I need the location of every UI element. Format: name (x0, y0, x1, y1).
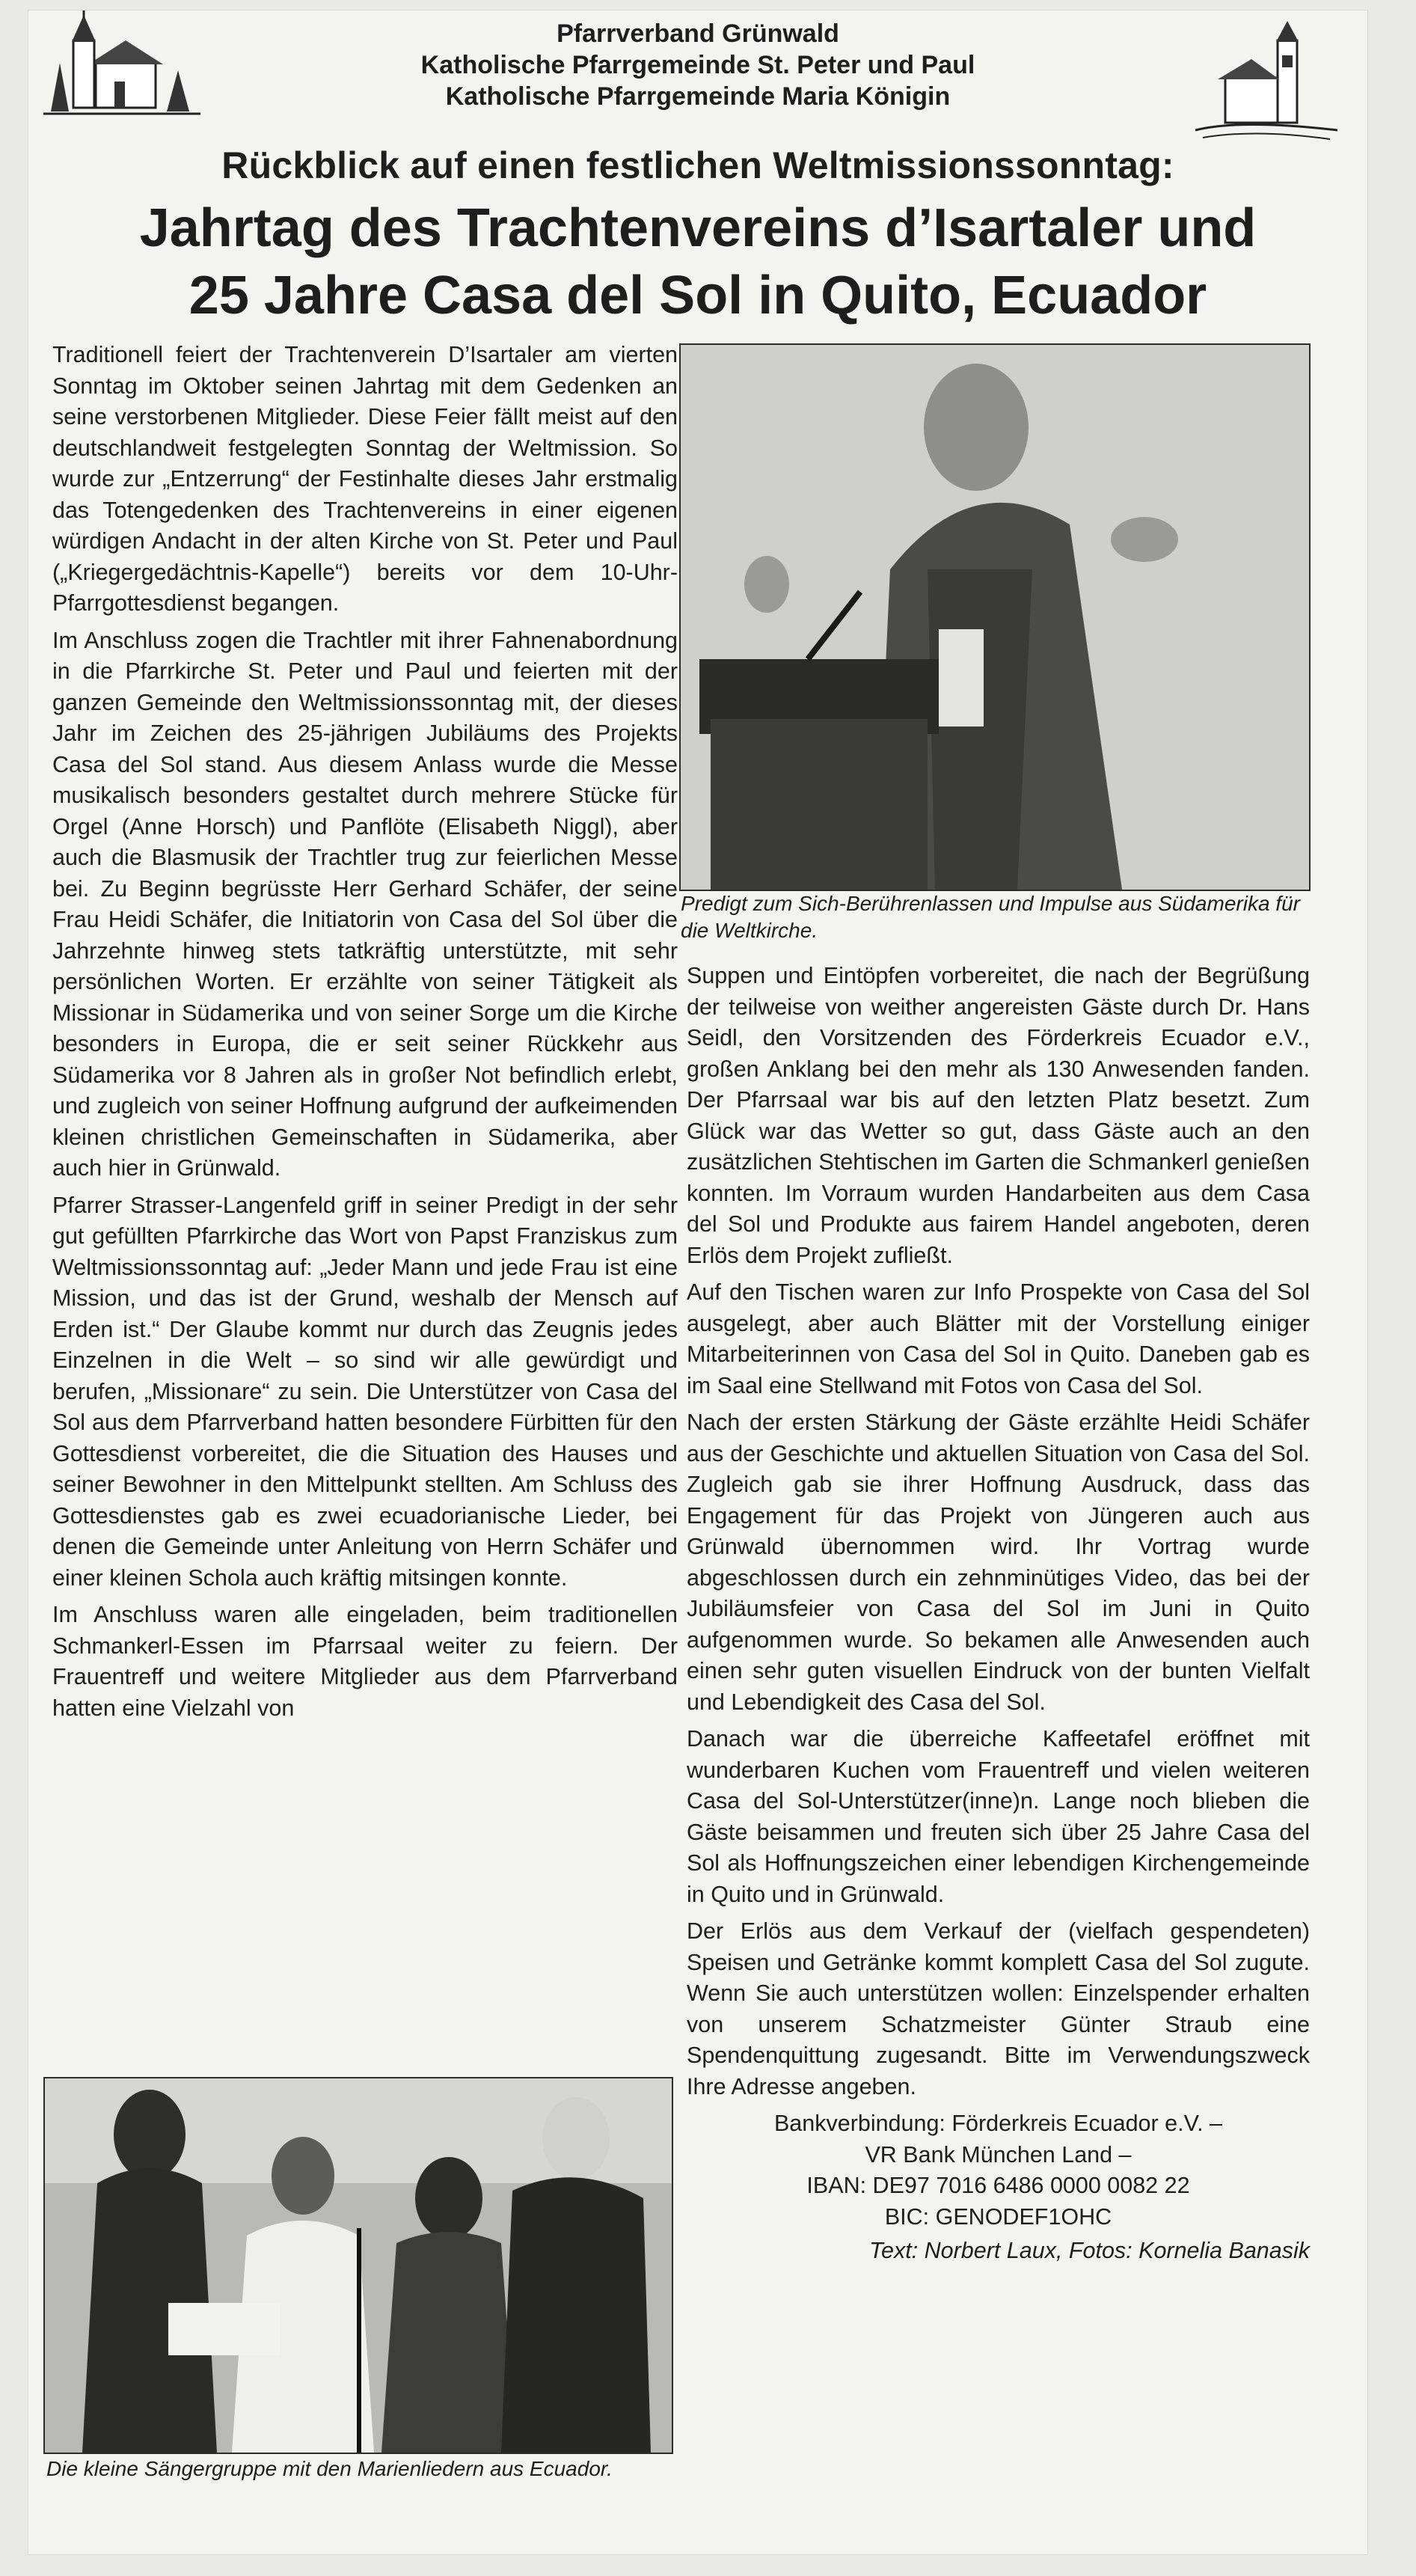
header-line-2: Katholische Pfarrgemeinde St. Peter und Paul (420, 51, 975, 79)
photo-priest-preaching (679, 343, 1311, 891)
headline-line-2: 25 Jahre Casa del Sol in Quito, Ecuador (189, 266, 1207, 325)
paragraph: Nach der ersten Stärkung der Gäste erzählte Heidi Schäfer aus der Geschichte und aktuellen Situation von Casa del Sol. Zugleich gab sie ihrer Hoffnung Ausdruck, dass das Engagement für das Projekt von Jüngeren auch aus Grünwald übernommen wird. Ihr Vortrag wurde abgeschlossen durch ein zehnminütiges Video, das bei der Jubiläumsfeier von Casa del Sol im Juni in Quito aufgenommen wurde. So bekamen alle Anwesenden auch einen sehr guten visuellen Eindruck von der bunten Vielfalt und Lebendigkeit des Casa del Sol. (687, 1410, 1310, 1715)
paragraph: Traditionell feiert der Trachtenverein D’Isartaler am vierten Sonntag im Oktober seinen Jahrtag mit dem Gedenken an seine verstorbenen Mitglieder. Diese Feier fällt meist auf den deutschlandweit festgelegten Sonntag der Weltmission. So wurde zur „Entzerrung“ der Festinhalte dieses Jahr erstmalig das Totengedenken des Trachtenvereins in einer eigenen würdigen Andacht in der alten Kirche von St. Peter und Paul („Kriegergedächtnis-Kapelle“) bereits vor dem 10-Uhr-Pfarrgottesdienst begangen. (52, 342, 678, 616)
paragraph: Der Erlös aus dem Verkauf der (vielfach gespendeten) Speisen und Getränke kommt komplett Casa del Sol zugute. Wenn Sie auch unterstützen wollen: Einzelspender erhalten von unserem Schatzmeister Günter Straub eine Spendenquittung zugesandt. Bitte im Verwendungszweck Ihre Adresse angeben. (687, 1918, 1310, 2099)
right-column (687, 961, 1310, 2267)
bank-bic: BIC: GENODEF1OHC (884, 2203, 1112, 2230)
bank-line-1: Bankverbindung: Förderkreis Ecuador e.V. – (773, 2111, 1223, 2136)
bank-line-2: VR Bank München Land – (865, 2141, 1132, 2167)
bank-iban: IBAN: DE97 7016 6486 0000 0082 22 (806, 2173, 1190, 2198)
bank-details (687, 2108, 1310, 2233)
left-column (52, 340, 678, 1730)
headline (28, 195, 1367, 329)
paragraph: Auf den Tischen waren zur Info Prospekte von Casa del Sol ausgelegt, aber auch Blätter mit der Vorstellung einiger Mitarbeiterinnen von Casa del Sol in Quito. Daneben gab es im Saal eine Stellwand mit Fotos von Casa del Sol. (687, 1279, 1310, 1398)
header-line-1: Pfarrverband Grünwald (557, 19, 839, 48)
header-line-3: Katholische Pfarrgemeinde Maria Königin (445, 82, 951, 111)
paragraph: Im Anschluss waren alle eingeladen, beim traditionellen Schmankerl-Essen im Pfarrsaal weiter zu feiern. Der Frauentreff und weitere Mitglieder aus dem Pfarrverband hatten eine Vielzahl von (52, 1602, 678, 1721)
paragraph: Pfarrer Strasser-Langenfeld griff in seiner Predigt in der sehr gut gefüllten Pfarrkirche das Wort von Papst Franziskus zum Weltmissionssonntag auf: „Jeder Mann und jede Frau ist eine Mission, und das ist der Grund, weshalb der Mensch auf Erden ist.“ Der Glaube kommt nur durch das Zeugnis jedes Einzelnen in die Welt – so sind wir alle gewürdigt und berufen, „Missionare“ zu sein. Die Unterstützer von Casa del Sol aus dem Pfarrverband hatten besondere Fürbitten für den Gottesdienst vorbereitet, die die Situation des Hauses und seiner Bewohner in den Mittelpunkt stellten. Am Schluss des Gottesdienstes gab es zwei ecuadorianische Lieder, bei denen die Gemeinde unter Anleitung von Herrn Schäfer und einer kleinen Schola auch kräftig mitsingen konnte. (52, 1192, 678, 1591)
photo-caption-1: Predigt zum Sich-Berührenlassen und Impulse aus Südamerika für die Weltkirche. (681, 892, 1300, 942)
parish-header (28, 10, 1367, 112)
newspaper-clipping (28, 10, 1367, 2554)
photo-caption-2: Die kleine Sängergruppe mit den Marienliedern aus Ecuador. (46, 2457, 613, 2480)
paragraph: Suppen und Eintöpfen vorbereitet, die nach der Begrüßung der teilweise von weither angereisten Gäste durch Dr. Hans Seidl, den Vorsitzenden des Förderkreis Ecuador e.V., großen Anklang bei den mehr als 130 Anwesenden fanden. Der Pfarrsaal war bis auf den letzten Platz besetzt. Zum Glück war das Wetter so gut, dass Gäste auch an den zusätzlichen Stehtischen im Garten die Schmankerl genießen konnten. Im Vorraum wurden Handarbeiten aus dem Casa del Sol und Produkte aus fairem Handel angeboten, deren Erlös dem Projekt zufließt. (687, 963, 1310, 1268)
paragraph: Danach war die überreiche Kaffeetafel eröffnet mit wunderbaren Kuchen vom Frauentreff und vielen weiteren Casa del Sol-Unterstützer(inne)n. Lange noch blieben die Gäste beisammen und freuten sich über 25 Jahre Casa del Sol als Hoffnungszeichen einer lebendigen Kirchengemeinde in Quito und in Grünwald. (687, 1726, 1310, 1907)
credits: Text: Norbert Laux, Fotos: Kornelia Banasik (869, 2238, 1310, 2263)
photo-singing-group (43, 2077, 673, 2454)
kicker-title: Rückblick auf einen festlichen Weltmissionssonntag: (221, 144, 1174, 186)
paragraph: Im Anschluss zogen die Trachtler mit ihrer Fahnenabordnung in die Pfarrkirche St. Peter und Paul und feierten mit der ganzen Gemeinde den Weltmissionssonntag mit, der dieses Jahr im Zeichen des 25-jährigen Jubiläums des Projekts Casa del Sol stand. Aus diesem Anlass wurde die Messe musikalisch besonders gestaltet durch mehrere Stücke für Orgel (Anne Horsch) und Panflöte (Elisabeth Niggl), aber auch die Blasmusik der Trachtler trug zur feierlichen Messe bei. Zu Beginn begrüsste Herr Gerhard Schäfer, der seine Frau Heidi Schäfer, die Initiatorin von Casa del Sol über die Jahrzehnte hinweg stets tatkräftig unterstützte, mit sehr persönlichen Worten. Er erzählte von seiner Tätigkeit als Missionar in Südamerika und von seiner Sorge um die Kirche besonders in Europa, die er seit seiner Rückkehr aus Südamerika vor 8 Jahren als in großer Not befindlich erlebt, und zugleich von seiner Hoffnung aufgrund der aufkeimenden kleinen christlichen Gemeinschaften in Südamerika, aber auch hier in Grünwald. (52, 627, 678, 1181)
headline-line-1: Jahrtag des Trachtenvereins d’Isartaler und (139, 198, 1257, 258)
